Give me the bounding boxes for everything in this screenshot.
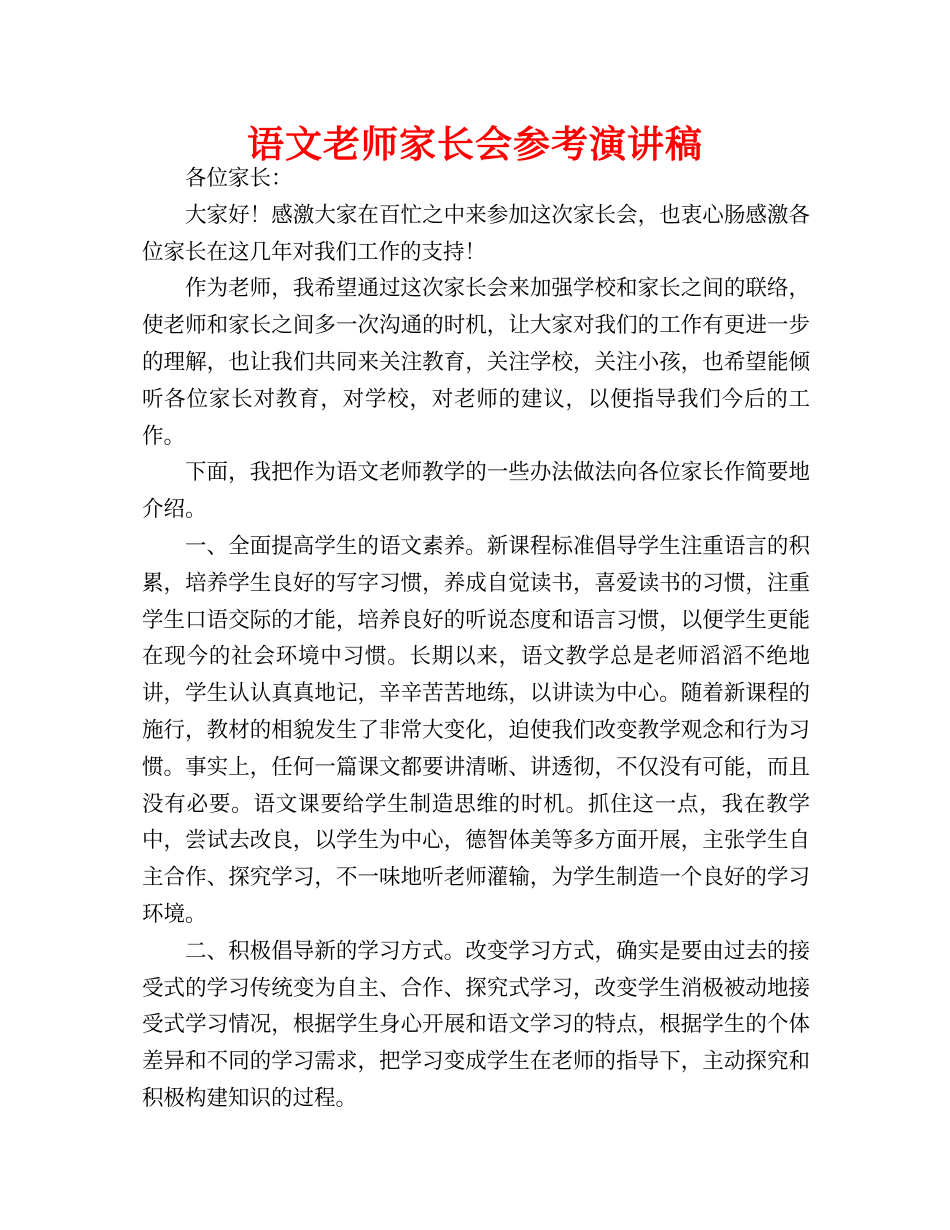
- document-body: [142, 161, 810, 1118]
- paragraph-greeting: 大家好！感激大家在百忙之中来参加这次家长会，也衷心肠感激各位家长在这几年对我们工作的支持！: [142, 202, 810, 265]
- paragraph-point-one: 一、全面提高学生的语文素养。新课程标准倡导学生注重语言的积累，培养学生良好的写字习惯，养成自觉读书，喜爱读书的习惯，注重学生口语交际的才能，培养良好的听说态度和语言习惯，以便学生更能在现今的社会环境中习惯。长期以来，语文教学总是老师滔滔不绝地讲，学生认认真真地记，辛辛苦苦地练，以讲读为中心。随着新课程的施行，教材的相貌发生了非常大变化，迫使我们改变教学观念和行为习惯。事实上，任何一篇课文都要讲清晰、讲透彻，不仅没有可能，而且没有必要。语文课要给学生制造思维的时机。抓住这一点，我在教学中，尝试去改良，以学生为中心，德智体美等多方面开展，主张学生自主合作、探究学习，不一味地听老师灌输，为学生制造一个良好的学习环境。: [142, 533, 810, 927]
- document-title: 语文老师家长会参考演讲稿: [247, 122, 703, 166]
- paragraph-point-two: 二、积极倡导新的学习方式。改变学习方式，确实是要由过去的接受式的学习传统变为自主、合作、探究式学习，改变学生消极被动地接受式学习情况，根据学生身心开展和语文学习的特点，根据学生的个体差异和不同的学习需求，把学习变成学生在老师的指导下，主动探究和积极构建知识的过程。: [142, 938, 810, 1111]
- paragraph-salutation: 各位家长：: [185, 166, 293, 191]
- paragraph-intro: 下面，我把作为语文老师教学的一些办法做法向各位家长作简要地介绍。: [142, 460, 810, 523]
- paragraph-purpose: 作为老师，我希望通过这次家长会来加强学校和家长之间的联络，使老师和家长之间多一次沟通的时机，让大家对我们的工作有更进一步的理解，也让我们共同来关注教育，关注学校，关注小孩，也希望能倾听各位家长对教育，对学校，对老师的建议，以便指导我们今后的工作。: [142, 276, 810, 449]
